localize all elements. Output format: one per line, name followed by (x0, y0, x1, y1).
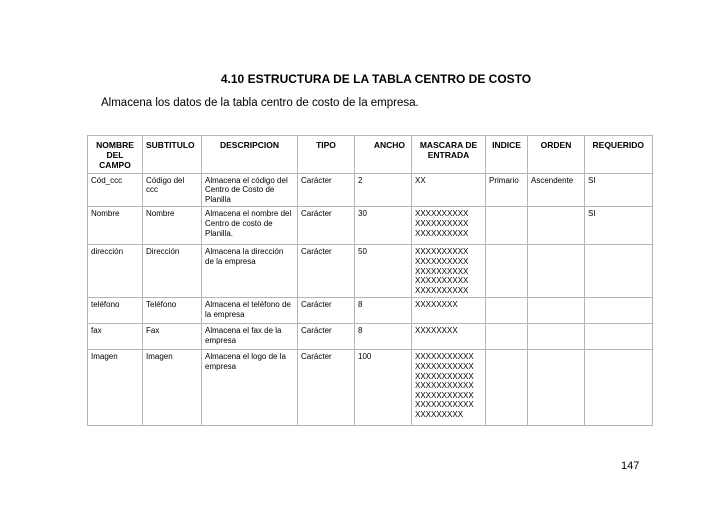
cell-orden (528, 207, 585, 245)
cell-indice (486, 324, 528, 350)
cell-indice (486, 350, 528, 426)
table-row (88, 350, 653, 426)
cell-requerido: SI (585, 207, 653, 245)
cell-indice (486, 207, 528, 245)
cell-requerido (585, 324, 653, 350)
cell-indice (486, 245, 528, 298)
cell-tipo: Carácter (298, 350, 355, 426)
cell-ancho: 100 (355, 350, 412, 426)
cell-nombre: Cód_ccc (88, 173, 143, 207)
cell-ancho: 30 (355, 207, 412, 245)
table-row (88, 207, 653, 245)
cell-indice (486, 298, 528, 324)
cell-orden (528, 324, 585, 350)
cell-tipo: Carácter (298, 298, 355, 324)
cell-nombre: fax (88, 324, 143, 350)
cell-ancho: 50 (355, 245, 412, 298)
cell-descripcion: Almacena el teléfono de la empresa (202, 298, 298, 324)
cell-subtitulo: Código del ccc (143, 173, 202, 207)
cell-tipo: Carácter (298, 207, 355, 245)
cell-nombre: Nombre (88, 207, 143, 245)
header-ancho: ANCHO (355, 136, 412, 174)
cell-nombre: dirección (88, 245, 143, 298)
header-subtitulo: SUBTITULO (143, 136, 202, 174)
cell-descripcion: Almacena la dirección de la empresa (202, 245, 298, 298)
header-descripcion: DESCRIPCION (202, 136, 298, 174)
header-indice: INDICE (486, 136, 528, 174)
table-row (88, 173, 653, 207)
cell-subtitulo: Fax (143, 324, 202, 350)
cell-subtitulo: Dirección (143, 245, 202, 298)
cell-requerido (585, 350, 653, 426)
cell-subtitulo: Imagen (143, 350, 202, 426)
cell-ancho: 8 (355, 298, 412, 324)
cell-indice: Primario (486, 173, 528, 207)
table-row (88, 298, 653, 324)
cell-nombre: teléfono (88, 298, 143, 324)
cell-requerido (585, 298, 653, 324)
header-row (88, 136, 653, 174)
cell-mascara: XX (412, 173, 486, 207)
cell-mascara: XXXXXXXXXXX XXXXXXXXXXX XXXXXXXXXXX XXXXXXXXXXX XXXXXXXXXXX XXXXXXXXXXX XXXXXXXXX (412, 350, 486, 426)
page-number: 147 (621, 460, 640, 472)
cell-descripcion: Almacena el código del Centro de Costo de Planilla (202, 173, 298, 207)
cell-mascara: XXXXXXXXXX XXXXXXXXXX XXXXXXXXXX (412, 207, 486, 245)
table-row (88, 324, 653, 350)
header-nombre-del-campo: NOMBRE DEL CAMPO (88, 136, 143, 174)
cell-ancho: 2 (355, 173, 412, 207)
cell-requerido: SI (585, 173, 653, 207)
cell-subtitulo: Nombre (143, 207, 202, 245)
table-row (88, 245, 653, 298)
table-description: Almacena los datos de la tabla centro de costo de la empresa. (101, 97, 419, 109)
cell-orden: Ascendente (528, 173, 585, 207)
cell-descripcion: Almacena el nombre del Centro de costo de Planilla. (202, 207, 298, 245)
cell-descripcion: Almacena el logo de la empresa (202, 350, 298, 426)
structure-table (87, 135, 653, 426)
cell-tipo: Carácter (298, 245, 355, 298)
header-requerido: REQUERIDO (585, 136, 653, 174)
cell-descripcion: Almacena el fax de la empresa (202, 324, 298, 350)
cell-orden (528, 245, 585, 298)
cell-mascara: XXXXXXXX (412, 298, 486, 324)
cell-subtitulo: Teléfono (143, 298, 202, 324)
cell-tipo: Carácter (298, 173, 355, 207)
cell-orden (528, 350, 585, 426)
cell-tipo: Carácter (298, 324, 355, 350)
header-mascara-de-entrada: MASCARA DE ENTRADA (412, 136, 486, 174)
cell-orden (528, 298, 585, 324)
section-title: 4.10 ESTRUCTURA DE LA TABLA CENTRO DE COSTO (220, 72, 532, 86)
header-tipo: TIPO (298, 136, 355, 174)
cell-requerido (585, 245, 653, 298)
cell-mascara: XXXXXXXXXX XXXXXXXXXX XXXXXXXXXX XXXXXXXXXX XXXXXXXXXX (412, 245, 486, 298)
header-orden: ORDEN (528, 136, 585, 174)
cell-ancho: 8 (355, 324, 412, 350)
cell-nombre: Imagen (88, 350, 143, 426)
cell-mascara: XXXXXXXX (412, 324, 486, 350)
